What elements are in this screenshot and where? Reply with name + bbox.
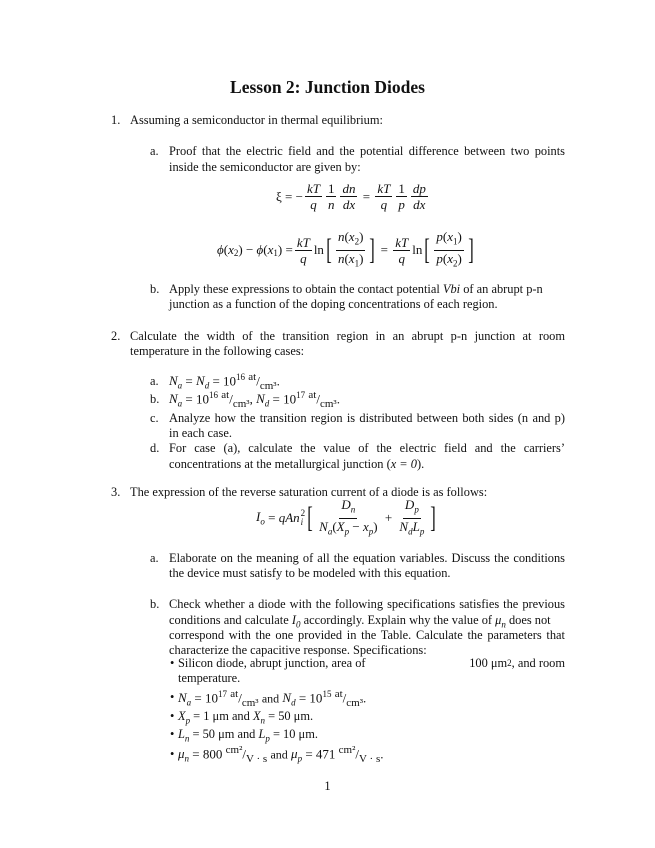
bullet-3: $X_p = 1$ μm and $X_n = 50$ μm.	[178, 709, 314, 726]
bullet-dot: •	[170, 709, 175, 723]
q2d-label: d.	[150, 441, 160, 455]
q1-text: Assuming a semiconductor in thermal equilibrium:	[130, 113, 383, 127]
q2-number: 2.	[111, 329, 121, 343]
q2-line2: temperature in the following cases:	[130, 344, 305, 358]
q3b-line2: conditions and calculate $I_0$ accordingly. Explain why the value of $\mu_n$ does not	[169, 613, 551, 630]
q1b-line1: Apply these expressions to obtain the contact potential Vbi of an abrupt p-n	[169, 282, 543, 296]
q1a-line1: Proof that the electric field and the potential difference between two points	[169, 144, 565, 158]
q3b-line3: correspond with the one provided in the Table. Calculate the parameters that	[169, 628, 565, 642]
bullet-dot: •	[170, 690, 175, 704]
q3b-line1: Check whether a diode with the following specifications satisfies the previous	[169, 597, 565, 611]
bullet-1: Silicon diode, abrupt junction, area of 100 μm 2 , and room	[178, 656, 565, 670]
q2b-concentrations: $N_a = 10^{16}$ $^{at}/_{cm^3}$, $N_d = 10^{17}$ $^{at}/_{cm^3}$.	[169, 389, 340, 410]
q1b-label: b.	[150, 282, 160, 296]
bullet-1-line2: temperature.	[178, 671, 241, 685]
q2c-line1: Analyze how the transition region is distributed between both sides (n and p)	[169, 411, 565, 425]
bullet-dot: •	[170, 747, 175, 761]
page-title: Lesson 2: Junction Diodes	[230, 77, 425, 97]
bullet-5: $\mu_n = 800$ $^{cm^2}/_{V \cdot s}$ and $\mu_p = 471$ $^{cm^2}/_{V \cdot s}$.	[178, 744, 384, 765]
q2-line1: Calculate the width of the transition region in an abrupt p-n junction at room	[130, 329, 565, 343]
q2d-line2: concentrations at the metallurgical junction (x = 0).	[169, 457, 425, 471]
q2d-line1: For case (a), calculate the value of the electric field and the carriers’	[169, 441, 565, 455]
bullet-dot: •	[170, 656, 175, 670]
q1a-label: a.	[150, 144, 159, 158]
q2c-line2: in each case.	[169, 426, 232, 440]
q2b-label: b.	[150, 392, 160, 406]
q1-number: 1.	[111, 113, 121, 127]
q3b-line4: characterize the capacitive response. Specifications:	[169, 643, 427, 657]
q2c-label: c.	[150, 411, 159, 425]
q1b-line2: junction as a function of the doping concentrations of each region.	[169, 297, 498, 311]
bullet-2: $N_a = 10^{17}$ $^{at}/_{cm^3}$ and $N_d = 10^{15}$ $^{at}/_{cm^3}$.	[178, 688, 367, 709]
q3a-line1: Elaborate on the meaning of all the equation variables. Discuss the conditions	[169, 551, 565, 565]
equation-saturation-current: $I_o$ = qAn 2 i [ $\frac{D_n}{N_a(X_p - x_p)}$ + $\frac{D_p}{N_dL_p}$ ]	[256, 497, 437, 537]
q2a-concentrations: $N_a = N_d = 10^{16}$ $^{at}/_{cm^3}$.	[169, 371, 280, 392]
equation-potential-difference: ϕ ( x 2 ) − ϕ ( x 1 ) = $\frac{kT}{q}$ ln [ $\frac{n(x_2)}{n(x_1)}$ ] = $\frac{kT}{q}$ ln [ $\frac{p(x_1)}{p(x_2)}$ ]	[217, 229, 474, 269]
bullet-dot: •	[170, 727, 175, 741]
q1a-line2: inside the semiconductor are given by:	[169, 160, 361, 174]
equation-electric-field: ξ = − $\frac{kT}{q}$ $\frac{1}{n}$ $\frac{dn}{dx}$ = $\frac{kT}{q}$ $\frac{1}{p}$ $\frac{dp}{dx}$	[276, 181, 426, 212]
q3a-label: a.	[150, 551, 159, 565]
bullet-4: $L_n = 50$ μm and $L_p = 10$ μm.	[178, 727, 318, 744]
q3-line1: The expression of the reverse saturation current of a diode is as follows:	[130, 485, 488, 499]
page-number: 1	[324, 779, 331, 793]
q3-number: 3.	[111, 485, 121, 499]
q2a-label: a.	[150, 374, 159, 388]
q3b-label: b.	[150, 597, 160, 611]
vbi-symbol: Vbi	[442, 282, 461, 296]
q3a-line2: the device must satisfy to be modeled with this equation.	[169, 566, 451, 580]
